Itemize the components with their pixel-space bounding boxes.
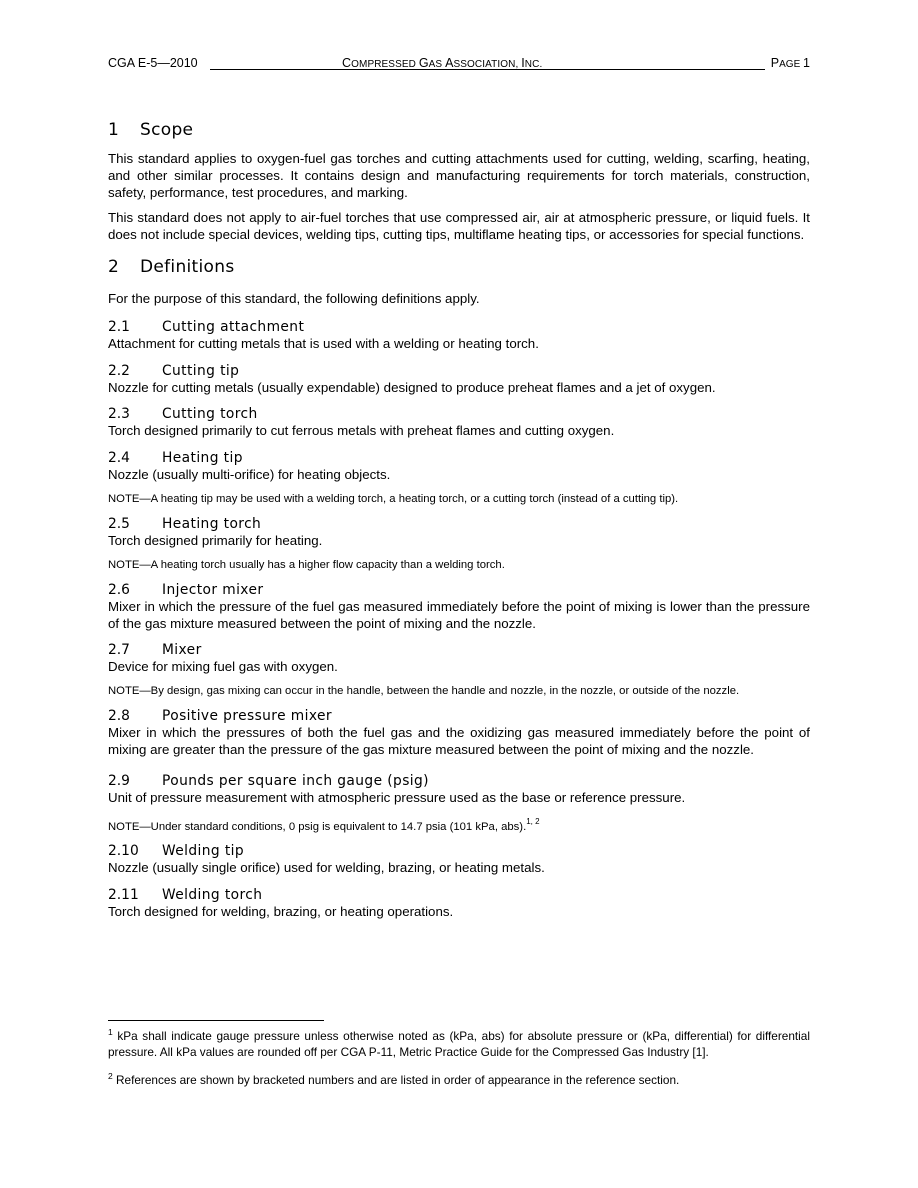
definition-text: Mixer in which the pressure of the fuel gas measured immediately before the point of mixing is lower than the pressure of the gas mixture measured between the point of mixing and the nozzle. <box>108 598 810 631</box>
page-body <box>108 120 810 931</box>
definition-term: 2.7 Mixer <box>108 642 202 659</box>
definition-item <box>108 887 810 921</box>
definition-term: 2.9 Pounds per square inch gauge (psig) <box>108 772 429 789</box>
definition-note: NOTE—Under standard conditions, 0 psig is equivalent to 14.7 psia (101 kPa, abs).$^{1, 2}$ <box>108 816 540 833</box>
definition-text: Torch designed for welding, brazing, or heating operations. <box>108 904 454 920</box>
definition-term: 2.3 Cutting torch <box>108 406 258 423</box>
definition-item <box>108 363 810 397</box>
definition-text: Torch designed primarily for heating. <box>108 532 323 548</box>
definition-item <box>108 642 810 676</box>
definition-note: NOTE—A heating torch usually has a higher flow capacity than a welding torch. <box>108 558 505 571</box>
definition-text: Nozzle (usually multi-orifice) for heating objects. <box>108 467 391 483</box>
footnote: $^2$ References are shown by bracketed numbers and are listed in order of appearance in the reference section. <box>108 1070 680 1087</box>
footnote-rule <box>108 1020 324 1021</box>
footnote-mark: 2 <box>108 1070 113 1081</box>
definition-term: 2.2 Cutting tip <box>108 362 240 379</box>
definition-note: NOTE—A heating tip may be used with a welding torch, a heating torch, or a cutting torch (instead of a cutting tip). <box>108 492 679 505</box>
definition-item <box>108 450 810 484</box>
document-id: CGA E-5—2010 <box>108 56 198 70</box>
definition-item <box>108 319 810 353</box>
footnote-mark: 1 <box>108 1027 113 1037</box>
definition-item <box>108 708 810 759</box>
scope-paragraph: This standard applies to oxygen-fuel gas torches and cutting attachments used for cutting, welding, scarfing, heating, and other similar processes. It contains design and manufacturing requirements for torch materials, construction, safety, performance, test procedures, and marking. <box>108 151 810 200</box>
definition-text: Attachment for cutting metals that is used with a welding or heating torch. <box>108 335 539 351</box>
definition-item <box>108 582 810 633</box>
footnote: $^1$ kPa shall indicate gauge pressure unless otherwise noted as (kPa, abs) for absolute pressure or (kPa, differential) for differential pressure. All kPa values are rounded off per CGA P-11, Metric Practice Guide for the Compressed Gas Industry [1]. <box>108 1027 810 1059</box>
definition-item <box>108 843 810 877</box>
definition-text: Nozzle for cutting metals (usually expendable) designed to produce preheat flames and a jet of oxygen. <box>108 379 716 395</box>
footnotes <box>108 1024 810 1096</box>
definition-term: 2.4 Heating tip <box>108 450 243 467</box>
definition-text: Nozzle (usually single orifice) used for welding, brazing, or heating metals. <box>108 860 545 876</box>
definition-text: Mixer in which the pressures of both the fuel gas and the oxidizing gas measured immediately before the point of mixing are greater than the pressure of the gas mixture measured between the point of mixing and the nozzle. <box>108 725 810 757</box>
definition-term: 2.8 Positive pressure mixer <box>108 708 332 725</box>
section-heading-definitions: 2 Definitions <box>108 256 235 277</box>
definitions-intro: For the purpose of this standard, the following definitions apply. <box>108 290 480 306</box>
scope-paragraph: This standard does not apply to air-fuel torches that use compressed air, air at atmospheric pressure, or liquid fuels. It does not include special devices, welding tips, cutting tips, multiflame heating tips, or accessories for special functions. <box>108 210 810 243</box>
publisher-name: COMPRESSED GAS ASSOCIATION, INC. <box>342 56 543 70</box>
definition-term: 2.10 Welding tip <box>108 843 245 860</box>
footnote-reference[interactable]: 1, 2 <box>526 816 540 826</box>
section-heading-scope: 1 Scope <box>108 120 194 140</box>
definition-note: NOTE—By design, gas mixing can occur in the handle, between the handle and nozzle, in the nozzle, or outside of the nozzle. <box>108 685 740 698</box>
definition-term: 2.1 Cutting attachment <box>108 318 305 335</box>
definition-text: Device for mixing fuel gas with oxygen. <box>108 659 338 675</box>
definition-term: 2.5 Heating torch <box>108 515 262 532</box>
page-header <box>108 55 810 71</box>
definition-item <box>108 516 810 550</box>
definition-item <box>108 406 810 440</box>
definition-term: 2.6 Injector mixer <box>108 581 264 598</box>
page-number: PAGE 1 <box>770 56 810 70</box>
definition-text: Torch designed primarily to cut ferrous metals with preheat flames and cutting oxygen. <box>108 423 615 439</box>
definition-text: Unit of pressure measurement with atmospheric pressure used as the base or reference pressure. <box>108 789 686 805</box>
definition-item <box>108 773 810 807</box>
definition-term: 2.11 Welding torch <box>108 887 263 904</box>
header-rule <box>210 69 765 70</box>
